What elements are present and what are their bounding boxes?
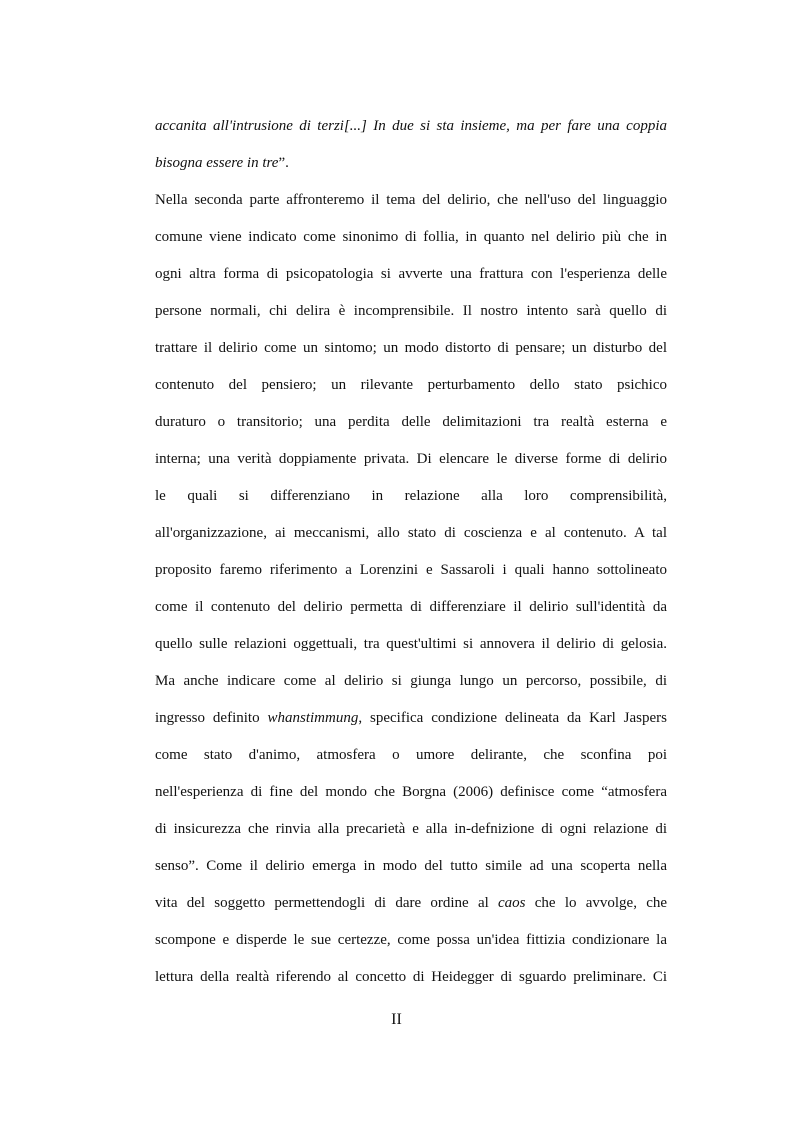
- text-line: nell'esperienza di fine del mondo che Borgna (2006) definisce come “atmosfera: [155, 784, 667, 800]
- text-line: [155, 703, 667, 740]
- text-line: Ma anche indicare come al delirio si giunga lungo un percorso, possibile, di: [155, 673, 667, 689]
- text-line: come stato d'animo, atmosfera o umore delirante, che sconfina poi: [155, 747, 667, 763]
- text-line: [155, 148, 667, 185]
- text-line: ogni altra forma di psicopatologia si avverte una frattura con l'esperienza delle: [155, 266, 667, 282]
- text-line: interna; una verità doppiamente privata. Di elencare le diverse forme di delirio: [155, 451, 667, 467]
- text-line: le quali si differenziano in relazione alla loro comprensibilità,: [155, 488, 667, 504]
- text-line: proposito faremo riferimento a Lorenzini e Sassaroli i quali hanno sottolineato: [155, 562, 667, 578]
- text-line: senso”. Come il delirio emerga in modo del tutto simile ad una scoperta nella: [155, 858, 667, 874]
- text-line: Nella seconda parte affronteremo il tema del delirio, che nell'uso del linguaggio: [155, 192, 667, 208]
- text-line: quello sulle relazioni oggettuali, tra quest'ultimi si annovera il delirio di gelosia.: [155, 636, 667, 652]
- text-line: [155, 111, 667, 148]
- text-line: di insicurezza che rinvia alla precarietà e alla in-defnizione di ogni relazione di: [155, 821, 667, 837]
- body-text: [155, 111, 667, 999]
- text-line: all'organizzazione, ai meccanismi, allo stato di coscienza e al contenuto. A tal: [155, 525, 667, 541]
- italic-quote: accanita all'intrusione di terzi[...] In due si sta insieme, ma per fare una coppia: [155, 118, 667, 134]
- text-line: lettura della realtà riferendo al concetto di Heidegger di sguardo preliminare. Ci: [155, 969, 667, 985]
- text-line: persone normali, chi delira è incomprensibile. Il nostro intento sarà quello di: [155, 303, 667, 319]
- text-run: ingresso definito: [155, 710, 268, 726]
- text-line: trattare il delirio come un sintomo; un modo distorto di pensare; un disturbo del: [155, 340, 667, 356]
- text-line: comune viene indicato come sinonimo di follia, in quanto nel delirio più che in: [155, 229, 667, 245]
- text-line: scompone e disperde le sue certezze, come possa un'idea fittizia condizionare la: [155, 932, 667, 948]
- text-run: vita del soggetto permettendogli di dare ordine al: [155, 895, 499, 911]
- text-line: [155, 888, 667, 925]
- italic-quote: bisogna essere in tre: [155, 155, 279, 171]
- italic-term: caos: [498, 895, 526, 911]
- italic-term: whanstimmung: [267, 710, 359, 726]
- text-line: come il contenuto del delirio permetta di differenziare il delirio sull'identità da: [155, 599, 667, 615]
- text-run: che lo avvolge, che: [525, 895, 668, 911]
- text-run: , specifica condizione delineata da Karl Jaspers: [358, 710, 667, 726]
- quote-close: ”.: [278, 155, 289, 171]
- page-number: II: [391, 1011, 402, 1028]
- text-line: duraturo o transitorio; una perdita delle delimitazioni tra realtà esterna e: [155, 414, 667, 430]
- text-line: contenuto del pensiero; un rilevante perturbamento dello stato psichico: [155, 377, 667, 393]
